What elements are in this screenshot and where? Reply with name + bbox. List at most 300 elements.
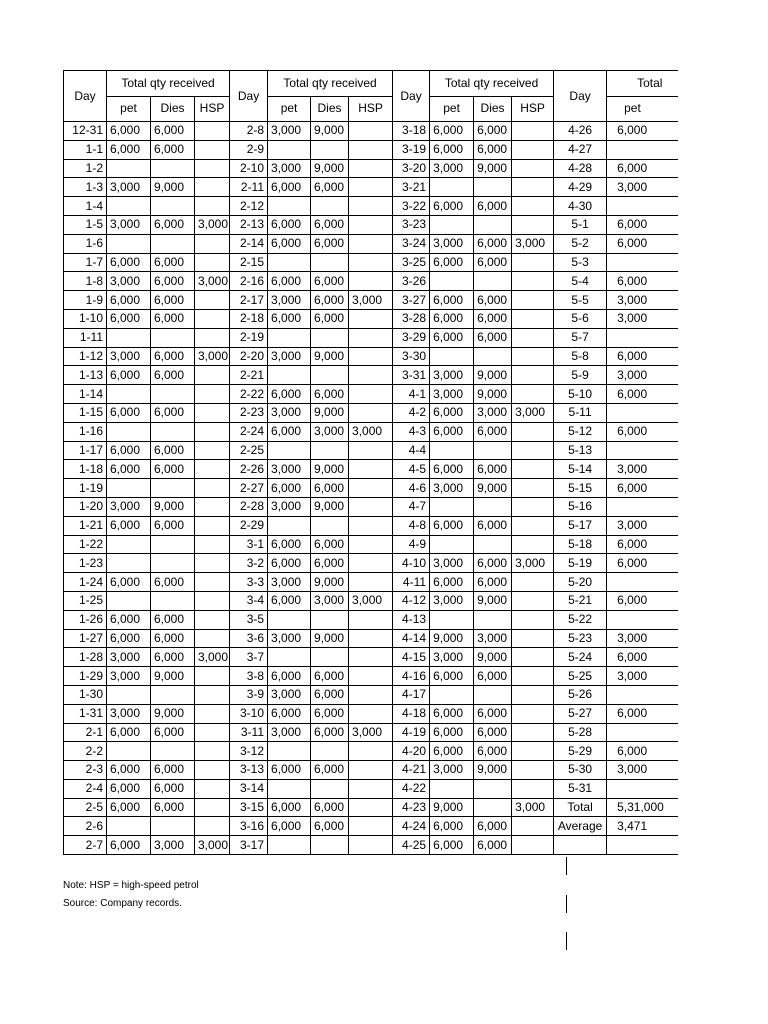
dies-cell: 6,000 (311, 479, 349, 498)
hsp-cell (349, 309, 393, 328)
hsp-cell (349, 385, 393, 404)
dies-cell (151, 685, 195, 704)
hsp-cell (195, 723, 230, 742)
day-cell: 3-29 (393, 328, 430, 347)
dies-cell: 6,000 (474, 704, 512, 723)
day-cell: 3-17 (230, 836, 268, 855)
hsp-cell: 3,000 (349, 591, 393, 610)
pet-cell: 3,000 (107, 215, 151, 234)
day-cell: 2-16 (230, 272, 268, 291)
pet-cell (107, 817, 151, 836)
pet-cell: 3,000 (607, 460, 678, 479)
pet-cell: 3,000 (430, 385, 474, 404)
pet-cell: 3,000 (268, 291, 311, 310)
pet-cell: 6,000 (430, 460, 474, 479)
dies-cell (151, 535, 195, 554)
hsp-cell: 3,000 (512, 403, 554, 422)
hsp-cell (195, 591, 230, 610)
dies-cell (311, 648, 349, 667)
day-cell: 1-20 (64, 497, 107, 516)
day-cell: Average (554, 817, 607, 836)
day-cell: 5-1 (554, 215, 607, 234)
day-cell: 2-26 (230, 460, 268, 479)
dies-cell (474, 347, 512, 366)
pet-cell (607, 610, 678, 629)
hsp-cell (349, 685, 393, 704)
hsp-cell (349, 403, 393, 422)
dies-cell: 6,000 (474, 573, 512, 592)
day-cell: 4-24 (393, 817, 430, 836)
table-row (64, 460, 679, 479)
day-cell: 2-25 (230, 441, 268, 460)
day-cell: 1-26 (64, 610, 107, 629)
pet-cell (107, 422, 151, 441)
pet-cell: 3,000 (268, 460, 311, 479)
pet-cell: 6,000 (430, 817, 474, 836)
hsp-cell (195, 610, 230, 629)
day-cell: 2-12 (230, 197, 268, 216)
day-cell: 3-31 (393, 366, 430, 385)
day-cell: 5-4 (554, 272, 607, 291)
day-cell: 5-29 (554, 742, 607, 761)
table-row (64, 479, 679, 498)
day-cell: 5-11 (554, 403, 607, 422)
dies-cell: 6,000 (151, 779, 195, 798)
day-cell: 3-27 (393, 291, 430, 310)
hsp-cell (512, 704, 554, 723)
dies-cell: 6,000 (474, 140, 512, 159)
pet-cell: 3,000 (268, 685, 311, 704)
hsp-cell (512, 309, 554, 328)
pet-cell: 6,000 (268, 178, 311, 197)
hsp-cell (349, 460, 393, 479)
dies-cell: 6,000 (474, 817, 512, 836)
dies-cell: 3,000 (474, 629, 512, 648)
table-row (64, 629, 679, 648)
table-row (64, 122, 679, 141)
pet-cell: 6,000 (107, 723, 151, 742)
dies-cell: 6,000 (311, 291, 349, 310)
dies-cell: 6,000 (474, 253, 512, 272)
dies-cell (151, 159, 195, 178)
day-cell: 5-9 (554, 366, 607, 385)
day-header: Day (230, 71, 268, 122)
day-cell: 5-8 (554, 347, 607, 366)
dies-cell: 6,000 (151, 366, 195, 385)
pet-cell: 6,000 (268, 798, 311, 817)
hsp-cell: 3,000 (195, 272, 230, 291)
pet-cell: 6,000 (107, 140, 151, 159)
day-cell: 3-23 (393, 215, 430, 234)
pet-cell: 6,000 (430, 197, 474, 216)
day-cell: 1-11 (64, 328, 107, 347)
day-cell: 1-2 (64, 159, 107, 178)
hsp-cell: 3,000 (349, 723, 393, 742)
dies-cell: 6,000 (151, 441, 195, 460)
dies-cell: 6,000 (311, 385, 349, 404)
hsp-cell (512, 573, 554, 592)
hsp-cell (349, 535, 393, 554)
hsp-cell (349, 328, 393, 347)
day-cell: 12-31 (64, 122, 107, 141)
hsp-cell (195, 422, 230, 441)
footnotes (63, 877, 199, 913)
dies-cell (311, 441, 349, 460)
dies-cell (474, 441, 512, 460)
pet-cell (107, 591, 151, 610)
day-cell: 4-19 (393, 723, 430, 742)
pet-cell: 6,000 (607, 591, 678, 610)
pet-cell: 6,000 (607, 704, 678, 723)
pet-cell (268, 253, 311, 272)
pet-header: pet (430, 96, 474, 122)
dies-cell: 9,000 (311, 573, 349, 592)
day-cell: 4-18 (393, 704, 430, 723)
pet-cell: 3,000 (607, 309, 678, 328)
pet-cell: 6,000 (107, 573, 151, 592)
day-cell: 4-9 (393, 535, 430, 554)
pet-cell: 3,000 (607, 178, 678, 197)
day-cell: 4-30 (554, 197, 607, 216)
day-cell: 4-8 (393, 516, 430, 535)
hsp-cell (512, 122, 554, 141)
pet-cell: 6,000 (607, 385, 678, 404)
pet-cell: 3,000 (430, 591, 474, 610)
pet-cell: 3,000 (107, 272, 151, 291)
dies-cell (151, 385, 195, 404)
day-cell: 1-23 (64, 554, 107, 573)
hsp-cell: 3,000 (349, 291, 393, 310)
hsp-cell (349, 215, 393, 234)
day-cell: 5-3 (554, 253, 607, 272)
pet-cell (607, 197, 678, 216)
hsp-cell (512, 140, 554, 159)
table-row (64, 309, 679, 328)
day-cell: 2-28 (230, 497, 268, 516)
margin-mark (566, 932, 567, 950)
day-cell: 1-18 (64, 460, 107, 479)
pet-cell (107, 197, 151, 216)
day-cell: 1-9 (64, 291, 107, 310)
dies-cell: 9,000 (474, 479, 512, 498)
day-cell: 3-3 (230, 573, 268, 592)
day-cell: 5-18 (554, 535, 607, 554)
hsp-cell (512, 591, 554, 610)
pet-cell: 6,000 (268, 479, 311, 498)
hsp-cell (195, 253, 230, 272)
hsp-cell (512, 497, 554, 516)
day-cell: 3-13 (230, 761, 268, 780)
hsp-cell (195, 403, 230, 422)
table-row (64, 159, 679, 178)
day-cell: 3-10 (230, 704, 268, 723)
dies-cell: 6,000 (474, 554, 512, 573)
hsp-cell (195, 197, 230, 216)
pet-cell: 3,000 (607, 366, 678, 385)
dies-cell: 6,000 (474, 516, 512, 535)
pet-header: pet (607, 96, 678, 122)
fuel-receipts-table (63, 70, 678, 855)
day-cell: 5-10 (554, 385, 607, 404)
source-text: Source: Company records. (63, 898, 182, 909)
hsp-cell (349, 122, 393, 141)
day-cell: 2-5 (64, 798, 107, 817)
day-cell: 3-21 (393, 178, 430, 197)
table-row (64, 535, 679, 554)
day-cell: 5-6 (554, 309, 607, 328)
hsp-cell (195, 140, 230, 159)
day-cell: 3-1 (230, 535, 268, 554)
table-row (64, 723, 679, 742)
pet-cell (607, 497, 678, 516)
day-cell: 1-24 (64, 573, 107, 592)
pet-cell (607, 441, 678, 460)
hsp-cell (512, 422, 554, 441)
dies-cell: 6,000 (311, 723, 349, 742)
day-cell: 2-22 (230, 385, 268, 404)
hsp-cell (512, 685, 554, 704)
pet-cell: 6,000 (607, 535, 678, 554)
hsp-cell: 3,000 (195, 836, 230, 855)
dies-cell: 6,000 (151, 215, 195, 234)
dies-cell: 6,000 (151, 629, 195, 648)
hsp-cell (195, 742, 230, 761)
day-cell: 3-5 (230, 610, 268, 629)
dies-cell: 6,000 (151, 291, 195, 310)
day-cell: 4-28 (554, 159, 607, 178)
day-cell: 1-5 (64, 215, 107, 234)
hsp-cell (512, 385, 554, 404)
hsp-header: HSP (195, 96, 230, 122)
table-row (64, 591, 679, 610)
day-cell: 5-24 (554, 648, 607, 667)
table-row (64, 197, 679, 216)
hsp-cell (512, 761, 554, 780)
day-cell: 3-22 (393, 197, 430, 216)
dies-cell: 6,000 (151, 798, 195, 817)
pet-cell: 3,000 (430, 479, 474, 498)
dies-cell (474, 798, 512, 817)
pet-cell: 6,000 (107, 610, 151, 629)
hsp-cell (195, 817, 230, 836)
day-cell: 5-13 (554, 441, 607, 460)
day-cell: 1-21 (64, 516, 107, 535)
pet-cell: 6,000 (430, 291, 474, 310)
pet-cell: 6,000 (430, 122, 474, 141)
dies-cell: 6,000 (474, 291, 512, 310)
pet-cell (607, 328, 678, 347)
day-cell: 5-2 (554, 234, 607, 253)
pet-cell: 6,000 (268, 234, 311, 253)
hsp-cell: 3,000 (349, 422, 393, 441)
hsp-cell: 3,000 (512, 798, 554, 817)
pet-cell: 3,000 (607, 291, 678, 310)
dies-cell (151, 422, 195, 441)
dies-cell: 6,000 (311, 798, 349, 817)
dies-cell: 6,000 (151, 460, 195, 479)
dies-cell: 9,000 (311, 122, 349, 141)
day-header: Day (393, 71, 430, 122)
pet-cell: 6,000 (268, 761, 311, 780)
day-cell: 3-14 (230, 779, 268, 798)
hsp-cell (349, 366, 393, 385)
table-row (64, 667, 679, 686)
day-cell: 2-3 (64, 761, 107, 780)
dies-cell (474, 779, 512, 798)
hsp-cell (349, 648, 393, 667)
day-cell: 4-7 (393, 497, 430, 516)
pet-cell (430, 178, 474, 197)
pet-cell: 6,000 (607, 648, 678, 667)
hsp-cell (512, 723, 554, 742)
hsp-cell (349, 516, 393, 535)
hsp-cell (512, 197, 554, 216)
pet-cell: 6,000 (430, 516, 474, 535)
day-cell: 3-15 (230, 798, 268, 817)
pet-cell (107, 742, 151, 761)
pet-cell (268, 610, 311, 629)
hsp-cell (512, 159, 554, 178)
dies-cell: 9,000 (474, 591, 512, 610)
day-cell: 3-6 (230, 629, 268, 648)
hsp-cell (195, 497, 230, 516)
note-text: Note: HSP = high-speed petrol (63, 880, 199, 891)
pet-cell: 3,000 (607, 761, 678, 780)
pet-cell: 6,000 (430, 573, 474, 592)
dies-cell: 6,000 (151, 272, 195, 291)
total-qty-header: Total qty received (107, 71, 230, 97)
dies-cell: 9,000 (311, 460, 349, 479)
hsp-cell (349, 441, 393, 460)
table-row (64, 742, 679, 761)
day-cell: 2-4 (64, 779, 107, 798)
hsp-cell (195, 291, 230, 310)
table-row (64, 366, 679, 385)
day-cell: 1-13 (64, 366, 107, 385)
dies-cell: 9,000 (151, 704, 195, 723)
dies-cell: 6,000 (474, 742, 512, 761)
day-cell: 5-28 (554, 723, 607, 742)
day-cell: 4-1 (393, 385, 430, 404)
dies-cell: 9,000 (474, 366, 512, 385)
day-cell: 2-23 (230, 403, 268, 422)
hsp-cell (349, 667, 393, 686)
pet-cell (268, 742, 311, 761)
pet-cell: 9,000 (430, 629, 474, 648)
table-row (64, 497, 679, 516)
total-qty-header: Total qty received (268, 71, 393, 97)
table-row (64, 215, 679, 234)
hsp-cell (195, 234, 230, 253)
pet-cell: 3,000 (430, 761, 474, 780)
dies-cell: 6,000 (311, 535, 349, 554)
pet-cell (107, 685, 151, 704)
day-cell: 4-2 (393, 403, 430, 422)
day-cell: 3-28 (393, 309, 430, 328)
day-cell: 3-26 (393, 272, 430, 291)
day-cell: 5-20 (554, 573, 607, 592)
hsp-cell (349, 347, 393, 366)
day-cell: 4-4 (393, 441, 430, 460)
hsp-cell (512, 516, 554, 535)
day-cell: 2-21 (230, 366, 268, 385)
pet-cell: 6,000 (268, 817, 311, 836)
hsp-cell (195, 573, 230, 592)
dies-cell (311, 366, 349, 385)
dies-header: Dies (474, 96, 512, 122)
day-cell: 3-16 (230, 817, 268, 836)
pet-cell (107, 385, 151, 404)
pet-cell: 3,000 (268, 159, 311, 178)
day-cell: 1-25 (64, 591, 107, 610)
dies-cell: 6,000 (311, 704, 349, 723)
dies-cell: 6,000 (474, 723, 512, 742)
hsp-cell (512, 328, 554, 347)
pet-cell: 5,31,000 (607, 798, 678, 817)
dies-cell: 6,000 (311, 817, 349, 836)
dies-cell: 6,000 (151, 723, 195, 742)
hsp-cell (349, 159, 393, 178)
hsp-cell (195, 554, 230, 573)
day-cell: Total (554, 798, 607, 817)
pet-cell: 3,000 (430, 234, 474, 253)
dies-cell (151, 554, 195, 573)
pet-cell: 6,000 (607, 479, 678, 498)
day-cell: 1-28 (64, 648, 107, 667)
dies-cell: 6,000 (311, 215, 349, 234)
table-row (64, 761, 679, 780)
pet-cell: 6,000 (107, 629, 151, 648)
day-cell: 3-11 (230, 723, 268, 742)
dies-cell: 6,000 (474, 460, 512, 479)
day-cell: 4-22 (393, 779, 430, 798)
pet-cell: 6,000 (107, 441, 151, 460)
day-cell: 1-27 (64, 629, 107, 648)
day-cell: 1-31 (64, 704, 107, 723)
pet-cell: 3,000 (430, 554, 474, 573)
hsp-cell (195, 685, 230, 704)
hsp-cell (349, 253, 393, 272)
day-cell: 5-15 (554, 479, 607, 498)
day-cell: 1-8 (64, 272, 107, 291)
hsp-cell (349, 704, 393, 723)
pet-cell (268, 140, 311, 159)
hsp-cell (512, 667, 554, 686)
dies-cell: 6,000 (474, 234, 512, 253)
dies-cell: 9,000 (311, 497, 349, 516)
hsp-cell (349, 798, 393, 817)
dies-cell: 6,000 (474, 309, 512, 328)
table-row (64, 422, 679, 441)
pet-cell (107, 554, 151, 573)
margin-mark (566, 857, 567, 875)
pet-cell (268, 516, 311, 535)
pet-cell: 6,000 (107, 253, 151, 272)
hsp-cell (195, 704, 230, 723)
pet-cell: 6,000 (268, 309, 311, 328)
pet-cell: 6,000 (107, 516, 151, 535)
pet-header: pet (268, 96, 311, 122)
pet-cell: 6,000 (107, 779, 151, 798)
pet-cell (430, 441, 474, 460)
pet-cell: 3,000 (268, 403, 311, 422)
pet-cell: 6,000 (607, 215, 678, 234)
day-cell: 1-1 (64, 140, 107, 159)
table-row (64, 779, 679, 798)
day-cell: 3-4 (230, 591, 268, 610)
pet-cell: 6,000 (430, 704, 474, 723)
hsp-cell (195, 535, 230, 554)
